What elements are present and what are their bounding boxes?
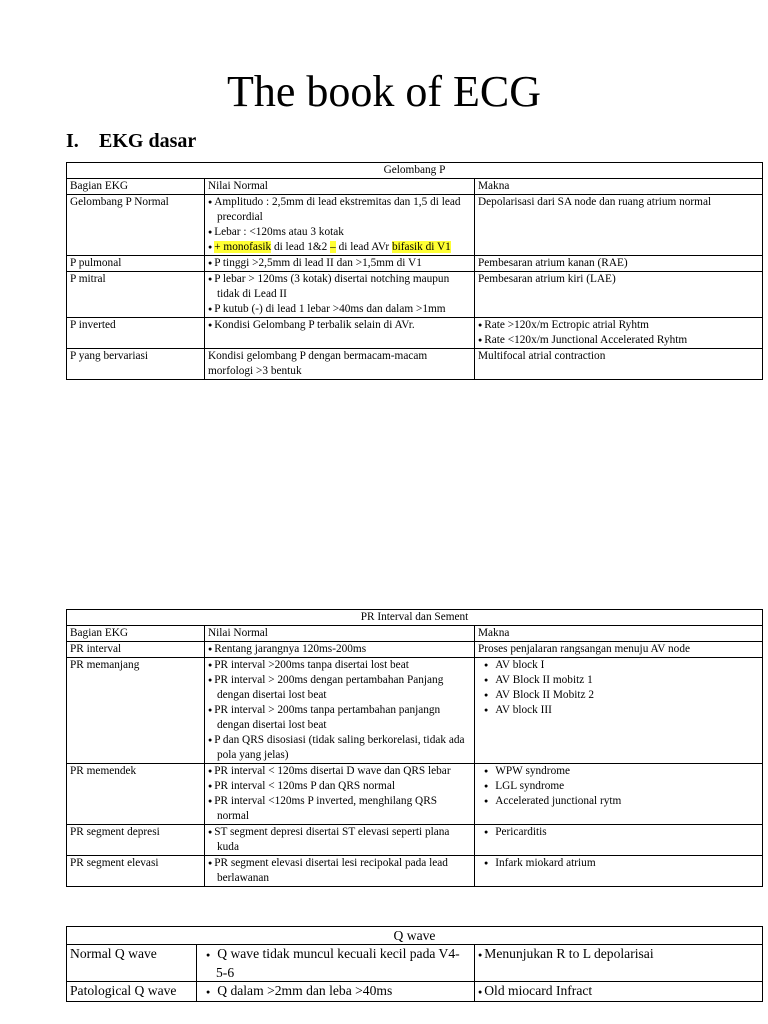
cell-nilai: Kondisi gelombang P dengan bermacam-macam morfologi >3 bentuk	[205, 349, 475, 380]
table-row	[67, 349, 763, 380]
table-row	[67, 856, 763, 887]
section-title: EKG dasar	[99, 130, 197, 152]
table-row	[67, 318, 763, 349]
table-caption-row	[67, 163, 763, 179]
cell-nilai	[197, 945, 475, 982]
column-header: Makna	[475, 179, 763, 195]
list-item: ● LGL syndrome	[478, 779, 759, 794]
cell-makna	[475, 764, 763, 825]
page-title: The book of ECG	[226, 67, 542, 116]
cell-nilai	[205, 256, 475, 272]
list-item: ● Rate >120x/m Ectropic atrial Ryhtm	[478, 318, 759, 333]
list-item: ● AV block I	[478, 658, 759, 673]
column-header: Bagian EKG	[67, 179, 205, 195]
cell-makna: Pembesaran atrium kiri (LAE)	[475, 272, 763, 318]
table-row	[67, 982, 763, 1002]
highlight-text: + monofasik	[214, 241, 272, 253]
list-item: ● Rate <120x/m Junctional Accelerated Ryhtm	[478, 333, 759, 348]
list-item: ● AV block III	[478, 703, 759, 718]
cell-nilai	[205, 856, 475, 887]
cell-nilai	[197, 982, 475, 1002]
cell-bagian: P pulmonal	[67, 256, 205, 272]
cell-nilai	[205, 658, 475, 764]
section-heading	[66, 128, 196, 154]
list-item: ● ST segment depresi disertai ST elevasi seperti plana kuda	[208, 825, 471, 855]
cell-makna	[475, 658, 763, 764]
cell-makna: Depolarisasi dari SA node dan ruang atrium normal	[475, 195, 763, 256]
table-row	[67, 825, 763, 856]
cell-bagian: PR memendek	[67, 764, 205, 825]
column-header: Makna	[475, 626, 763, 642]
cell-makna	[475, 825, 763, 856]
list-item: ● Q dalam >2mm dan leba >40ms	[200, 982, 471, 1001]
table-gelombang-p	[66, 162, 763, 380]
list-item: ● Infark miokard atrium	[478, 856, 759, 871]
cell-makna: Multifocal atrial contraction	[475, 349, 763, 380]
cell-bagian: PR segment elevasi	[67, 856, 205, 887]
cell-bagian: PR segment depresi	[67, 825, 205, 856]
list-item: ● Old miocard Infract	[478, 982, 759, 1001]
cell-bagian: Normal Q wave	[67, 945, 197, 982]
table-row	[67, 764, 763, 825]
list-item: ● Pericarditis	[478, 825, 759, 840]
list-item: ● Amplitudo : 2,5mm di lead ekstremitas dan 1,5 di lead precordial	[208, 195, 471, 225]
table-caption-row	[67, 610, 763, 626]
column-header: Nilai Normal	[205, 179, 475, 195]
cell-nilai	[205, 642, 475, 658]
list-item: ● AV Block II mobitz 1	[478, 673, 759, 688]
list-item: ● PR interval < 120ms disertai D wave dan QRS lebar	[208, 764, 471, 779]
list-item: ● P lebar > 120ms (3 kotak) disertai notching maupun tidak di Lead II	[208, 272, 471, 302]
cell-makna	[475, 945, 763, 982]
table-q-wave	[66, 926, 763, 1002]
list-item: ● Menunjukan R to L depolarisai	[478, 945, 759, 964]
table-row	[67, 945, 763, 982]
list-item: ● Rentang jarangnya 120ms-200ms	[208, 642, 471, 657]
table-caption-row	[67, 927, 763, 945]
cell-nilai	[205, 318, 475, 349]
table-row	[67, 642, 763, 658]
cell-bagian: P mitral	[67, 272, 205, 318]
list-item: ● PR interval > 200ms dengan pertambahan Panjang dengan disertai lost beat	[208, 673, 471, 703]
table-pr-interval	[66, 609, 763, 887]
table-header-row	[67, 179, 763, 195]
list-item: ● WPW syndrome	[478, 764, 759, 779]
cell-nilai	[205, 825, 475, 856]
list-item: ● P kutub (-) di lead 1 lebar >40ms dan dalam >1mm	[208, 302, 471, 317]
list-item: ● PR interval <120ms P inverted, menghilang QRS normal	[208, 794, 471, 824]
column-header: Bagian EKG	[67, 626, 205, 642]
cell-makna: Pembesaran atrium kanan (RAE)	[475, 256, 763, 272]
list-item: ● P tinggi >2,5mm di lead II dan >1,5mm di V1	[208, 256, 471, 271]
cell-makna	[475, 982, 763, 1002]
list-item: ● PR segment elevasi disertai lesi recipokal pada lead berlawanan	[208, 856, 471, 886]
table-caption: PR Interval dan Sement	[67, 610, 763, 626]
cell-bagian: Patological Q wave	[67, 982, 197, 1002]
table-caption: Gelombang P	[67, 163, 763, 179]
cell-makna: Proses penjalaran rangsangan menuju AV node	[475, 642, 763, 658]
list-item: ● P dan QRS disosiasi (tidak saling berkorelasi, tidak ada pola yang jelas)	[208, 733, 471, 763]
list-item: ● Kondisi Gelombang P terbalik selain di AVr.	[208, 318, 471, 333]
list-item: ● Accelerated junctional rytm	[478, 794, 759, 809]
cell-bagian: Gelombang P Normal	[67, 195, 205, 256]
cell-nilai	[205, 195, 475, 256]
list-item: ● PR interval >200ms tanpa disertai lost beat	[208, 658, 471, 673]
cell-nilai	[205, 272, 475, 318]
table-header-row	[67, 626, 763, 642]
cell-bagian: PR memanjang	[67, 658, 205, 764]
cell-makna	[475, 318, 763, 349]
table-caption: Q wave	[67, 927, 763, 945]
cell-nilai	[205, 764, 475, 825]
highlight-text: –	[330, 241, 336, 253]
cell-bagian: P yang bervariasi	[67, 349, 205, 380]
table-row	[67, 658, 763, 764]
highlight-text: bifasik di V1	[392, 241, 451, 253]
cell-bagian: PR interval	[67, 642, 205, 658]
cell-bagian: P inverted	[67, 318, 205, 349]
list-item: ● Q wave tidak muncul kecuali kecil pada V4-5-6	[200, 945, 471, 981]
section-number: I.	[66, 130, 79, 152]
table-row	[67, 195, 763, 256]
table-row	[67, 256, 763, 272]
table-row	[67, 272, 763, 318]
cell-makna	[475, 856, 763, 887]
list-item: ● PR interval > 200ms tanpa pertambahan panjangn dengan disertai lost beat	[208, 703, 471, 733]
column-header: Nilai Normal	[205, 626, 475, 642]
list-item-highlighted: ● + monofasik di lead 1&2 – di lead AVr bifasik di V1	[208, 240, 471, 255]
list-item: ● Lebar : <120ms atau 3 kotak	[208, 225, 471, 240]
list-item: ● AV Block II Mobitz 2	[478, 688, 759, 703]
list-item: ● PR interval < 120ms P dan QRS normal	[208, 779, 471, 794]
